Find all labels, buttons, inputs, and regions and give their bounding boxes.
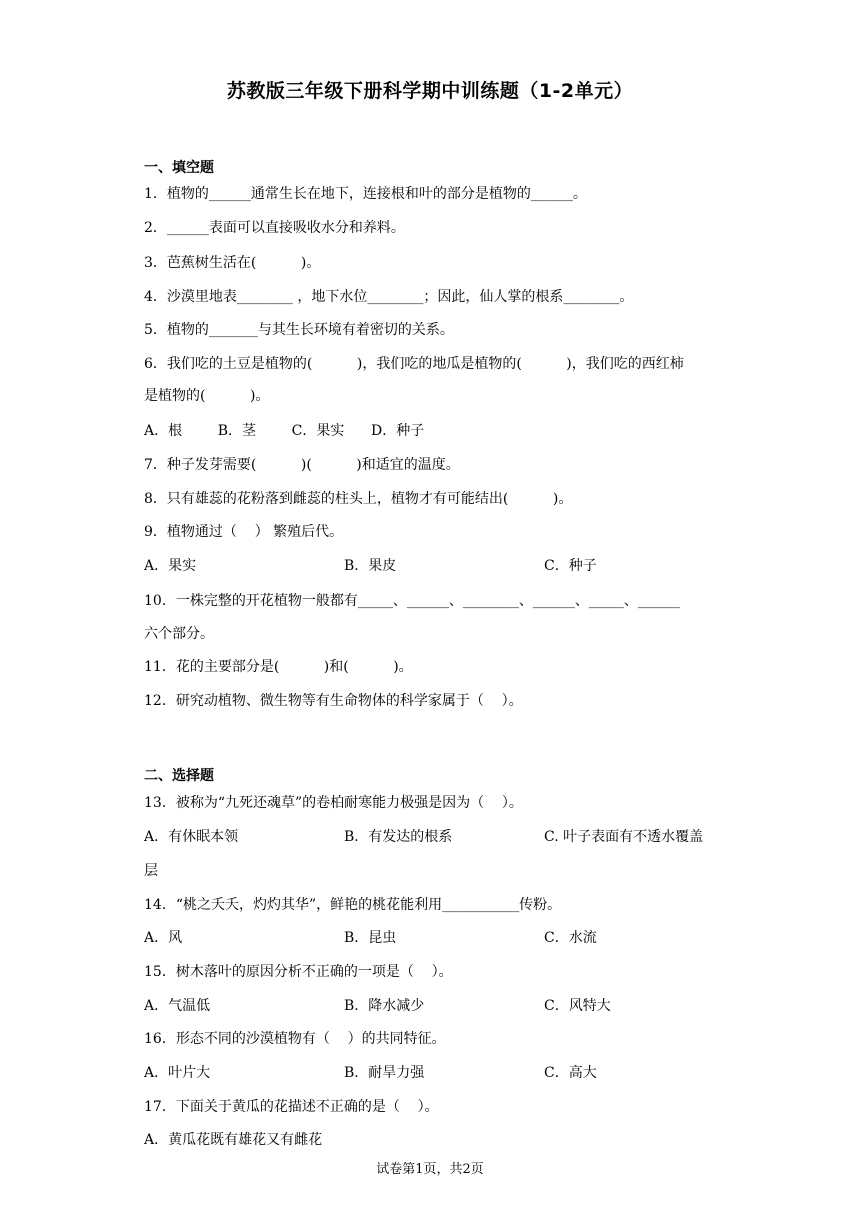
question-9-option-a: A．果实: [144, 558, 197, 574]
question-15-option-c: C．风特大: [544, 998, 611, 1014]
question-17: 17．下面关于黄瓜的花描述不正确的是（ ）。: [144, 1099, 439, 1115]
question-13: 13．被称为“九死还魂草”的卷柏耐寒能力极强是因为（ ）。: [144, 795, 523, 811]
question-14: 14．“桃之夭夭，灼灼其华”，鲜艳的桃花能利用___________传粉。: [144, 897, 562, 913]
question-15: 15．树木落叶的原因分析不正确的一项是（ ）。: [144, 964, 453, 980]
question-8: 8．只有雄蕊的花粉落到雌蕊的柱头上，植物才有可能结出( )。: [144, 491, 573, 507]
question-9-option-b: B．果皮: [344, 558, 397, 574]
question-13-option-c-continued: 层: [144, 863, 158, 879]
page-title: 苏教版三年级下册科学期中训练题（1-2单元）: [226, 80, 634, 102]
question-10-line-1: 10．一株完整的开花植物一般都有_____、______、________、______、_____、______: [144, 593, 680, 609]
question-17-option-a: A．黄瓜花既有雄花又有雌花: [144, 1132, 323, 1148]
question-5: 5．植物的_______与其生长环境有着密切的关系。: [144, 322, 454, 338]
question-9: 9．植物通过（ ） 繁殖后代。: [144, 524, 344, 540]
question-13-option-c: C. 叶子表面有不透水覆盖: [544, 829, 704, 845]
question-12: 12．研究动植物、微生物等有生命物体的科学家属于（ ）。: [144, 693, 523, 709]
question-6-options: A．根 B．茎 C．果实 D．种子: [144, 423, 425, 439]
question-4: 4．沙漠里地表________ ，地下水位________；因此，仙人掌的根系________。: [144, 289, 634, 305]
question-16-option-c: C．高大: [544, 1065, 597, 1081]
question-14-option-a: A．风: [144, 930, 183, 946]
question-16: 16．形态不同的沙漠植物有（ ）的共同特征。: [144, 1031, 446, 1047]
question-1: 1．植物的______通常生长在地下，连接根和叶的部分是植物的______。: [144, 186, 587, 202]
question-15-option-a: A．气温低: [144, 998, 211, 1014]
question-10-line-2: 六个部分。: [144, 626, 214, 642]
question-16-option-a: A．叶片大: [144, 1065, 211, 1081]
question-7: 7．种子发芽需要( )( )和适宜的温度。: [144, 457, 460, 473]
question-14-option-b: B．昆虫: [344, 930, 397, 946]
section-heading-fill: 一、填空题: [144, 160, 214, 176]
question-13-option-b: B．有发达的根系: [344, 829, 453, 845]
question-9-option-c: C．种子: [544, 558, 597, 574]
question-16-option-b: B．耐旱力强: [344, 1065, 425, 1081]
question-11: 11．花的主要部分是( )和( )。: [144, 659, 413, 675]
question-3: 3．芭蕉树生活在( )。: [144, 255, 321, 271]
question-6-line-1: 6．我们吃的土豆是植物的( )，我们吃的地瓜是植物的( )，我们吃的西红柿: [144, 356, 684, 372]
page-footer: 试卷第1页，共2页: [376, 1162, 484, 1177]
question-14-option-c: C．水流: [544, 930, 597, 946]
question-15-option-b: B．降水减少: [344, 998, 425, 1014]
question-2: 2．______表面可以直接吸收水分和养料。: [144, 220, 405, 236]
question-6-line-2: 是植物的( )。: [144, 388, 270, 404]
section-heading-choice: 二、选择题: [144, 768, 214, 784]
question-13-option-a: A．有休眠本领: [144, 829, 239, 845]
